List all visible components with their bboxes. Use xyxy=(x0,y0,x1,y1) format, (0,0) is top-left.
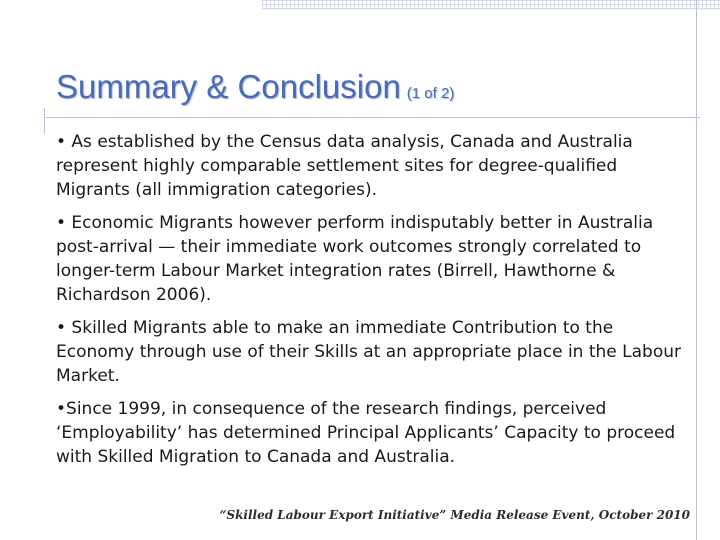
decorative-grid xyxy=(262,0,720,10)
right-vertical-rule xyxy=(696,0,697,540)
slide-body xyxy=(56,130,696,478)
slide-title xyxy=(56,68,454,106)
slide-title-text: Summary & Conclusion xyxy=(56,68,401,105)
left-accent-rule xyxy=(44,108,45,134)
title-underline-rule xyxy=(44,117,700,118)
slide-title-suffix: (1 of 2) xyxy=(406,85,455,102)
bullet-3: • Skilled Migrants able to make an immediate Contribution to the Economy through use of their Skills at an appropriate place in the Labour Market. xyxy=(56,318,681,386)
slide-footer: “Skilled Labour Export Initiative” Media Release Event, October 2010 xyxy=(219,508,690,522)
bullet-2: • Economic Migrants however perform indisputably better in Australia post-arrival — their immediate work outcomes strongly correlated to longer-term Labour Market integration rates (Birrell, Hawthorne & Richardson 2006). xyxy=(56,213,654,305)
bullet-4: •Since 1999, in consequence of the research findings, perceived ‘Employability’ has determined Principal Applicants’ Capacity to proceed with Skilled Migration to Canada and Australia. xyxy=(56,399,676,467)
bullet-1: • As established by the Census data analysis, Canada and Australia represent highly comparable settlement sites for degree-qualified Migrants (all immigration categories). xyxy=(56,132,633,200)
